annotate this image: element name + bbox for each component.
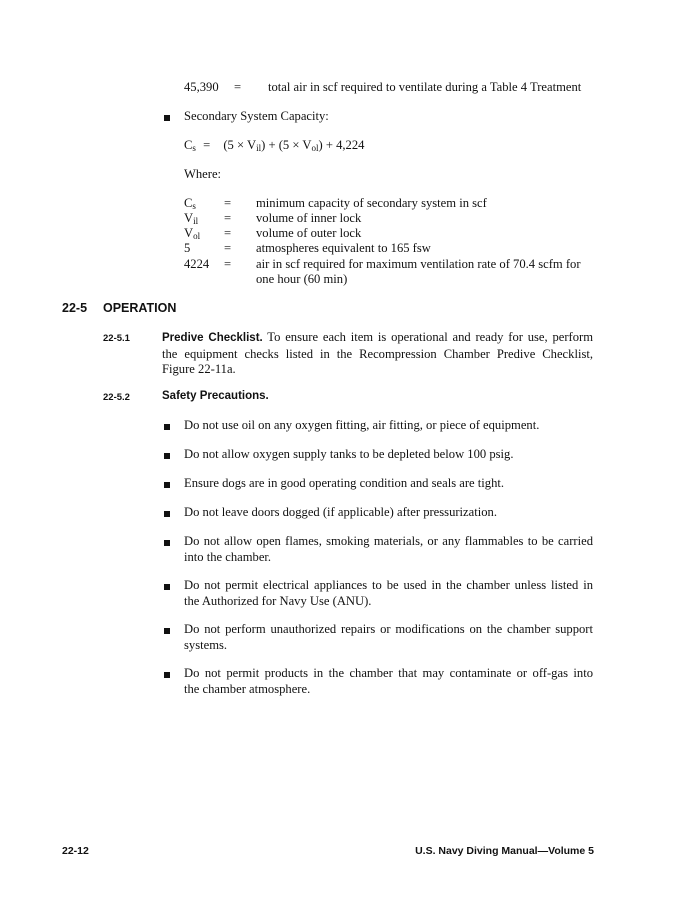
bullet-icon: [164, 482, 170, 488]
predive-line: Figure 22-11a.: [162, 362, 236, 376]
bullet-icon: [164, 511, 170, 517]
ventilation-total-desc: total air in scf required to ventilate during a Table 4 Treatment: [268, 80, 582, 94]
precaution-item: Do not allow oxygen supply tanks to be depleted below 100 psig.: [184, 447, 514, 461]
def-desc-cont: one hour (60 min): [256, 272, 348, 286]
def-symbol: 4224: [184, 257, 210, 271]
bullet-icon: [164, 540, 170, 546]
footer-page-number: 22-12: [62, 845, 89, 857]
precaution-item: Do not permit electrical appliances to be used in the chamber unless listed in the Authorized for Navy Use (ANU).: [184, 578, 593, 608]
secondary-formula: [184, 138, 364, 154]
precaution-item: Do not leave doors dogged (if applicable) after pressurization.: [184, 505, 497, 519]
precaution-item: Do not perform unauthorized repairs or modifications on the chamber support systems.: [184, 622, 593, 652]
safety-title: Safety Precautions.: [162, 390, 269, 402]
formula-part: ) + 4,224: [318, 138, 365, 152]
footer-title: U.S. Navy Diving Manual—Volume 5: [415, 845, 594, 857]
ventilation-total-value: 45,390: [184, 80, 219, 94]
formula-equals: =: [203, 138, 211, 152]
def-equals: =: [224, 226, 232, 240]
bullet-icon: [164, 584, 170, 590]
def-desc: volume of outer lock: [256, 226, 362, 240]
formula-lhs-sub: s: [192, 143, 196, 153]
predive-title: Predive Checklist.: [162, 332, 263, 344]
bullet-icon: [164, 453, 170, 459]
bullet-icon: [164, 672, 170, 678]
def-symbol: 5: [184, 241, 191, 255]
equals-sign: =: [234, 80, 242, 94]
predive-line: To ensure each item is operational and ready for use, perform: [267, 330, 594, 344]
def-symbol: $C_s$: [184, 196, 196, 211]
def-symbol: $V_{il}$: [184, 211, 199, 226]
precaution-item: Ensure dogs are in good operating condition and seals are tight.: [184, 476, 505, 490]
precaution-item: Do not permit products in the chamber that may contaminate or off-gas into the chamber atmosphere.: [184, 666, 593, 696]
def-desc: volume of inner lock: [256, 211, 362, 225]
precaution-item: Do not use oil on any oxygen fitting, air fitting, or piece of equipment.: [184, 418, 540, 432]
bullet-icon: [164, 628, 170, 634]
predive-line: the equipment checks listed in the Recompression Chamber Predive Checklist,: [162, 346, 593, 361]
def-desc: atmospheres equivalent to 165 fsw: [256, 241, 431, 255]
bullet-icon: [164, 115, 170, 121]
secondary-heading: Secondary System Capacity:: [184, 109, 329, 123]
bullet-icon: [164, 424, 170, 430]
formula-sub: il: [256, 143, 262, 153]
formula-sub: ol: [311, 143, 319, 153]
def-equals: =: [224, 196, 232, 210]
def-equals: =: [224, 241, 232, 255]
def-equals: =: [224, 257, 232, 271]
ventilation-total-line: [184, 80, 219, 96]
where-label: Where:: [184, 167, 222, 181]
formula-lhs: C: [184, 138, 193, 152]
def-symbol: $V_{ol}$: [184, 226, 201, 241]
formula-part: (5 × V: [223, 138, 257, 152]
subsection-number: 22-5.2: [103, 392, 130, 403]
def-equals: =: [224, 211, 232, 225]
section-number: 22-5: [62, 301, 88, 315]
def-desc: air in scf required for maximum ventilation rate of 70.4 scfm for: [256, 257, 581, 271]
subsection-number: 22-5.1: [103, 333, 130, 344]
formula-part: ) + (5 × V: [261, 138, 312, 152]
def-desc: minimum capacity of secondary system in scf: [256, 196, 487, 210]
predive-paragraph: [162, 330, 593, 378]
precaution-item: Do not allow open flames, smoking materials, or any flammables to be carried into the chamber.: [184, 534, 593, 564]
section-title: OPERATION: [103, 301, 177, 315]
